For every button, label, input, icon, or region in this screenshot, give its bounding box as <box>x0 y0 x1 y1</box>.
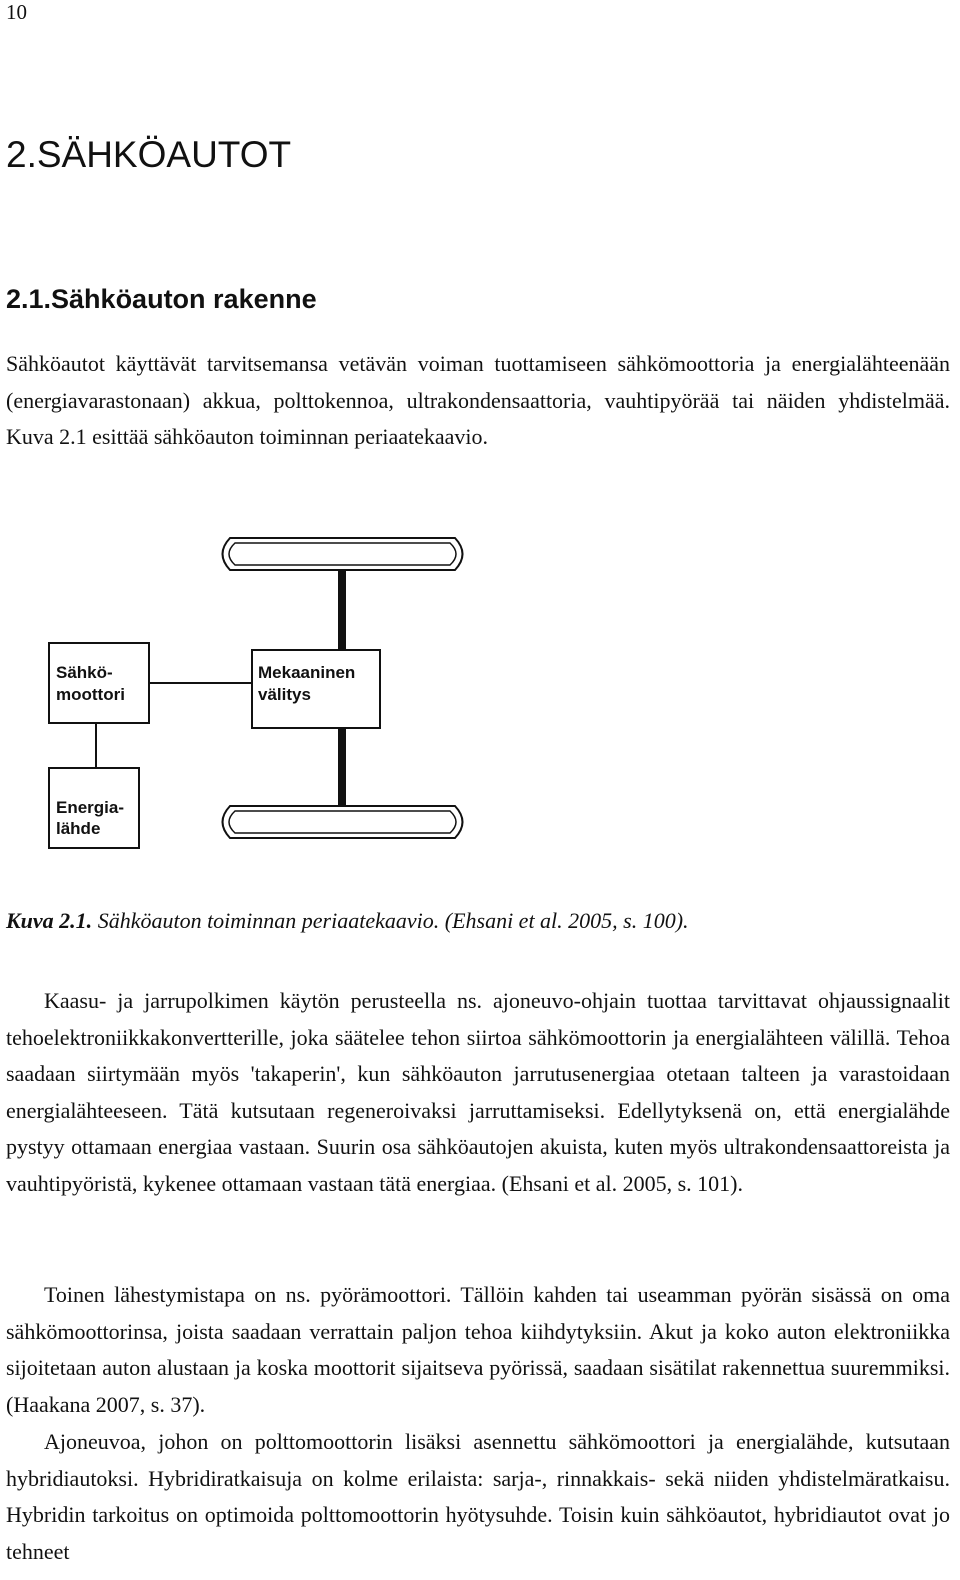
paragraph-regenerative-braking: Kaasu- ja jarrupolkimen käytön perusteella ns. ajoneuvo-ohjain tuottaa tarvittavat ohjaussignaalit tehoelektroniikkakonvertterille, joka säätelee tehon siirtoa sähkömoottorin ja energialähteen välillä. Tehoa saadaan siirtymään myös 'takaperin', kun sähköauton jarrutusenergiaa otetaan talteen ja varastoidaan energialähteeseen. Tätä kutsutaan regeneroivaksi jarruttamiseksi. Edellytyksenä on, että energialähde pystyy ottamaan energiaa vastaan. Suurin osa sähköautojen akuista, kuten myös ultrakondensaattoreista ja vauhtipyöristä, kykenee ottamaan vastaan tätä energiaa. (Ehsani et al. 2005, s. 101). <box>6 988 950 1196</box>
schematic-diagram <box>40 530 480 880</box>
caption-text: Sähköauton toiminnan periaatekaavio. (Ehsani et al. 2005, s. 100). <box>92 908 689 933</box>
caption-label: Kuva 2.1. <box>6 908 93 933</box>
page-number: 10 <box>6 0 27 24</box>
chapter-heading: 2.SÄHKÖAUTOT <box>6 134 292 175</box>
motor-box <box>49 643 149 723</box>
intro-paragraph: Sähköautot käyttävät tarvitsemansa vetävän voiman tuottamiseen sähkömoottoria ja energialähteenään (energiavarastonaan) akkua, polttokennoa, ultrakondensaattoria, vauhtipyörää tai näiden yhdistelmää. Kuva 2.1 esittää sähköauton toiminnan periaatekaavio. <box>6 351 950 449</box>
energy-label-line1: Energia- <box>56 798 125 817</box>
motor-label-line2: moottori <box>56 685 125 704</box>
figure-caption <box>6 908 689 934</box>
section-heading: 2.1.Sähköauton rakenne <box>6 284 317 314</box>
paragraph-hub-motor: Toinen lähestymistapa on ns. pyörämoottori. Tällöin kahden tai useamman pyörän sisässä on oma sähkömoottorinsa, joista saadaan verrattain paljon tehoa kiihdytyksiin. Akut ja koko auton elektroniikka sijoitetaan auton alustaan ja koska moottorit sijaitseva pyörissä, saadaan sisätilat rakennettua suuremmiksi. (Haakana 2007, s. 37). <box>6 1282 950 1417</box>
transmission-label-line2: välitys <box>258 685 311 704</box>
schematic-figure <box>40 530 480 880</box>
transmission-label-line1: Mekaaninen <box>258 663 356 682</box>
paragraph-hybrid: Ajoneuvoa, johon on polttomoottorin lisäksi asennettu sähkömoottori ja energialähde, kutsutaan hybridiautoksi. Hybridiratkaisuja on kolme erilaista: sarja-, rinnakkais- sekä niiden yhdistelmäratkaisu. Hybridin tarkoitus on optimoida polttomoottorin hyötysuhde. Toisin kuin sähköautot, hybridiautot ovat jo tehneet <box>6 1429 950 1564</box>
energy-label-line2: lähde <box>56 819 101 838</box>
motor-label-line1: Sähkö- <box>56 663 113 682</box>
